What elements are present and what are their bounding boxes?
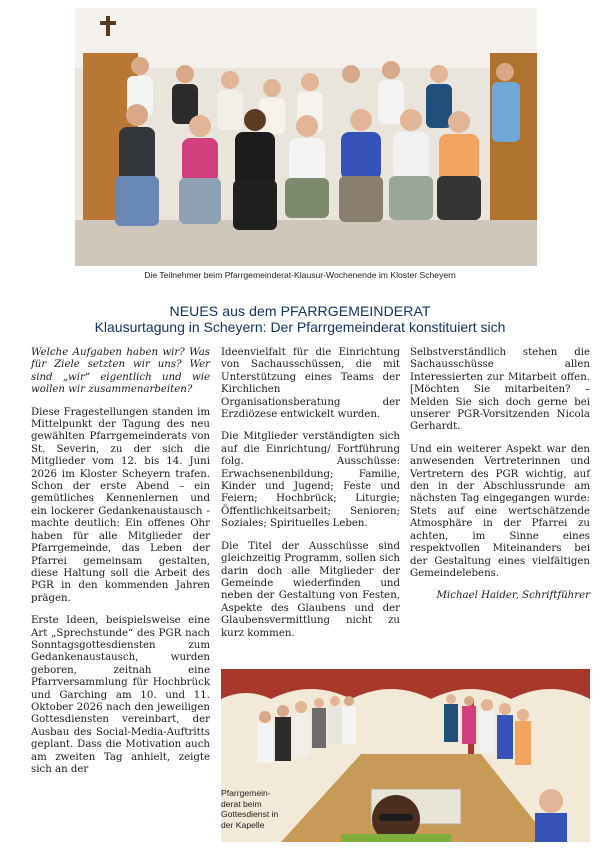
photo-caption: Die Teilnehmer beim Pfarrgemeinderat-Klausur-Wochenende im Kloster Scheyern <box>144 270 456 280</box>
chapel-photo-caption: Pfarrgemein-derat beim Gottesdienst in der Kapelle <box>221 788 279 830</box>
paragraph: Selbstverständlich stehen die Sachausschüsse allen Interessierten zur Mitarbeit offen. [Möchten Sie mitarbeiten? – Melden Sie sich doch gerne bei unserer PGR-Vorsitzenden Nicola Gerhardt. <box>410 347 590 433</box>
group-photo <box>75 8 537 266</box>
group-photo-illustration <box>75 8 537 266</box>
article-headline: Klausurtagung in Scheyern: Der Pfarrgemeinderat konstituiert sich <box>94 319 506 335</box>
article-intro: Welche Aufgaben haben wir? Was für Ziele setzten wir uns? Wer sind „wir“ eigentlich und wie wollen wir zusammenarbeiten? <box>31 347 210 396</box>
paragraph: Die Titel der Ausschüsse sind gleichzeitig Programm, sollen sich darin doch alle Mitglieder der Gemeinde wiederfinden und neben der Gestaltung von Festen, Aspekte des Glaubens und der Glaubensvermittlung nicht zu kurz kommen. <box>221 540 400 639</box>
paragraph: Die Mitglieder verständigten sich auf die Einrichtung/ Fortführung folg. Ausschüsse: Erwachsenenbildung; Familie, Kinder und Jugend; Feste und Feiern; Hochbrück; Liturgie; Öffentlichkeitsarbeit; Senioren; Soziales; Spirituelles Leben. <box>221 431 400 530</box>
column-3 <box>410 347 590 613</box>
paragraph: Ideenvielfalt für die Einrichtung von Sachausschüssen, die mit Unterstützung eines Teams der Kirchlichen Organisationsberatung der Erzdiözese entwickelt wurden. <box>221 347 400 421</box>
paragraph: Diese Fragestellungen standen im Mittelpunkt der Tagung des neu gewählten Pfarrgemeinderats von St. Severin, zu der sich die Mitglieder vom 12. bis 14. Juni 2026 im Kloster Scheyern trafen. Schon der erste Abend – ein gemütliches Kennenlernen und ein lockerer Gedankenaustausch - machte deutlich: Ein offenes Ohr haben für alle Mitglieder der Pfarrgemeinde, das Leben der Pfarrei gemeinsam gestalten, diese Haltung soll die Arbeit des PGR in den kommenden Jahren prägen. <box>31 406 210 604</box>
paragraph: Und ein weiterer Aspekt war den anwesenden Vertreterinnen und Vertretern des PGR wichtig, auf den in der Abschlussrunde am nächsten Tag eingegangen wurde: Stets auf eine wertschätzende Atmosphäre in der Pfarrei zu achten, im Sinne eines respektvollen Miteinanders bei der Gestaltung eines vielfältigen Gemeindelebens. <box>410 443 590 579</box>
paragraph: Erste Ideen, beispielsweise eine Art „Sprechstunde“ des PGR nach Sonntagsgottesdiensten zum Gedankenaustausch, wurden geboren, zeitnah eine Pfarrversammlung für Hochbrück und Garching am 10. und 11. Oktober 2026 nach den jeweiligen Gottesdiensten vereinbart, der Ausbau des Social-Media-Auftritts geplant. Dass die Motivation auch am zweiten Tag anhielt, zeigte sich an der <box>31 615 210 775</box>
column-2 <box>221 347 400 650</box>
column-1 <box>31 347 210 786</box>
article-kicker: NEUES aus dem PFARRGEMEINDERAT <box>169 303 431 319</box>
author-signature: Michael Haider, Schriftführer <box>436 590 590 602</box>
